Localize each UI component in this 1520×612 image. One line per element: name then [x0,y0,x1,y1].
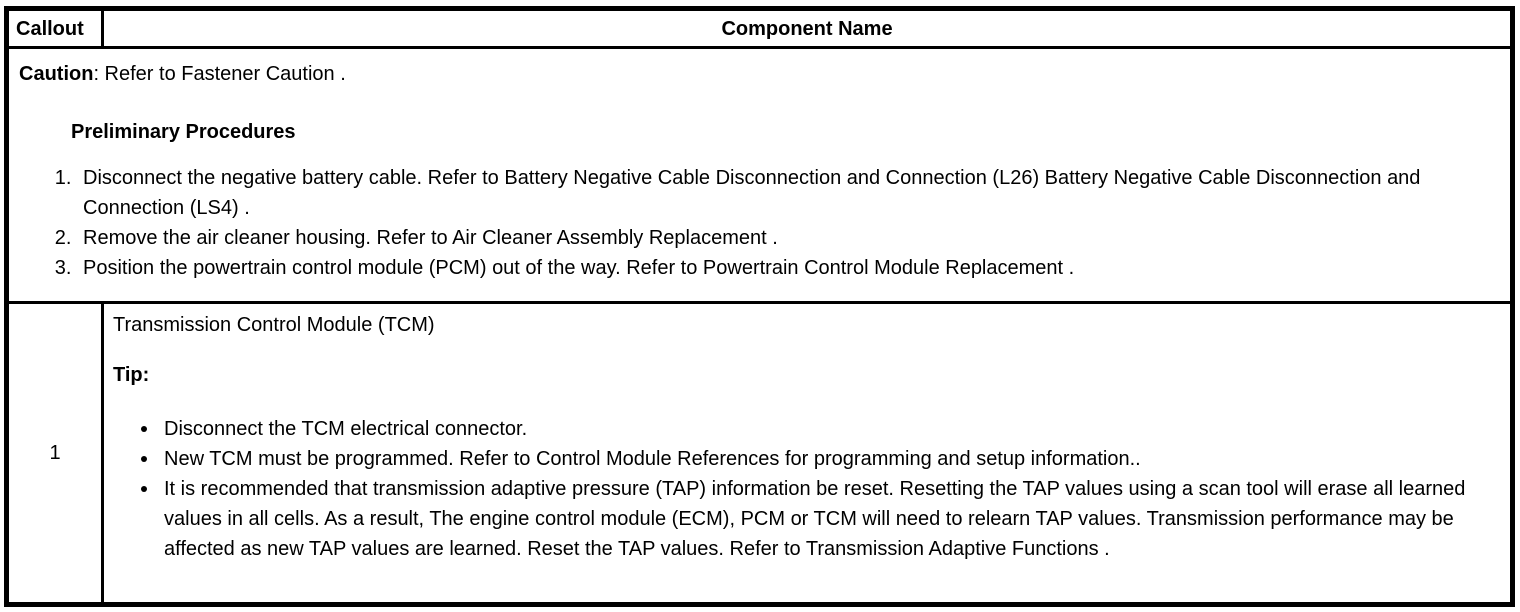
preliminary-step: 2. Remove the air cleaner housing. Refer to Air Cleaner Assembly Replacement . [77,223,1430,253]
callout-header-label: Callout [16,17,84,40]
caution-section [9,49,1510,304]
component-name: Transmission Control Module (TCM) [113,314,435,336]
tip-item: • It is recommended that transmission adaptive pressure (TAP) information be reset. Resetting the TAP values using a scan tool will erase all learned values in all cells. As a result, The engine control module (ECM), PCM or TCM will need to relearn TAP values. Transmission performance may be affected as new TAP values are learned. Reset the TAP values. Refer to Transmission Adaptive Functions . [160,474,1476,564]
caution-label: Caution [19,63,94,85]
preliminary-step: 3. Position the powertrain control module (PCM) out of the way. Refer to Powertrain Control Module Replacement . [77,253,1430,283]
component-name-header-label: Component Name [721,17,893,40]
caution-text: : Refer to Fastener Caution . [93,63,346,85]
component-name-header-cell [104,11,1510,46]
component-cell [104,304,1510,602]
callout-number-cell [9,304,104,602]
component-callout-table [4,6,1515,607]
tip-label: Tip: [113,364,150,386]
table-row [9,304,1510,602]
tip-item: • New TCM must be programmed. Refer to Control Module References for programming and setup information.. [160,444,1476,474]
tip-list [113,414,1476,564]
tip-item: • Disconnect the TCM electrical connector. [160,414,1476,444]
preliminary-step: 1. Disconnect the negative battery cable. Refer to Battery Negative Cable Disconnection and Connection (L26) Battery Negative Cable Disconnection and Connection (LS4) . [77,163,1430,223]
caution-line [19,59,1500,89]
preliminary-procedures-title: Preliminary Procedures [71,121,296,143]
callout-number: 1 [49,442,61,464]
table-header-row [9,11,1510,49]
callout-header-cell [9,11,104,46]
preliminary-steps-list [19,163,1500,283]
